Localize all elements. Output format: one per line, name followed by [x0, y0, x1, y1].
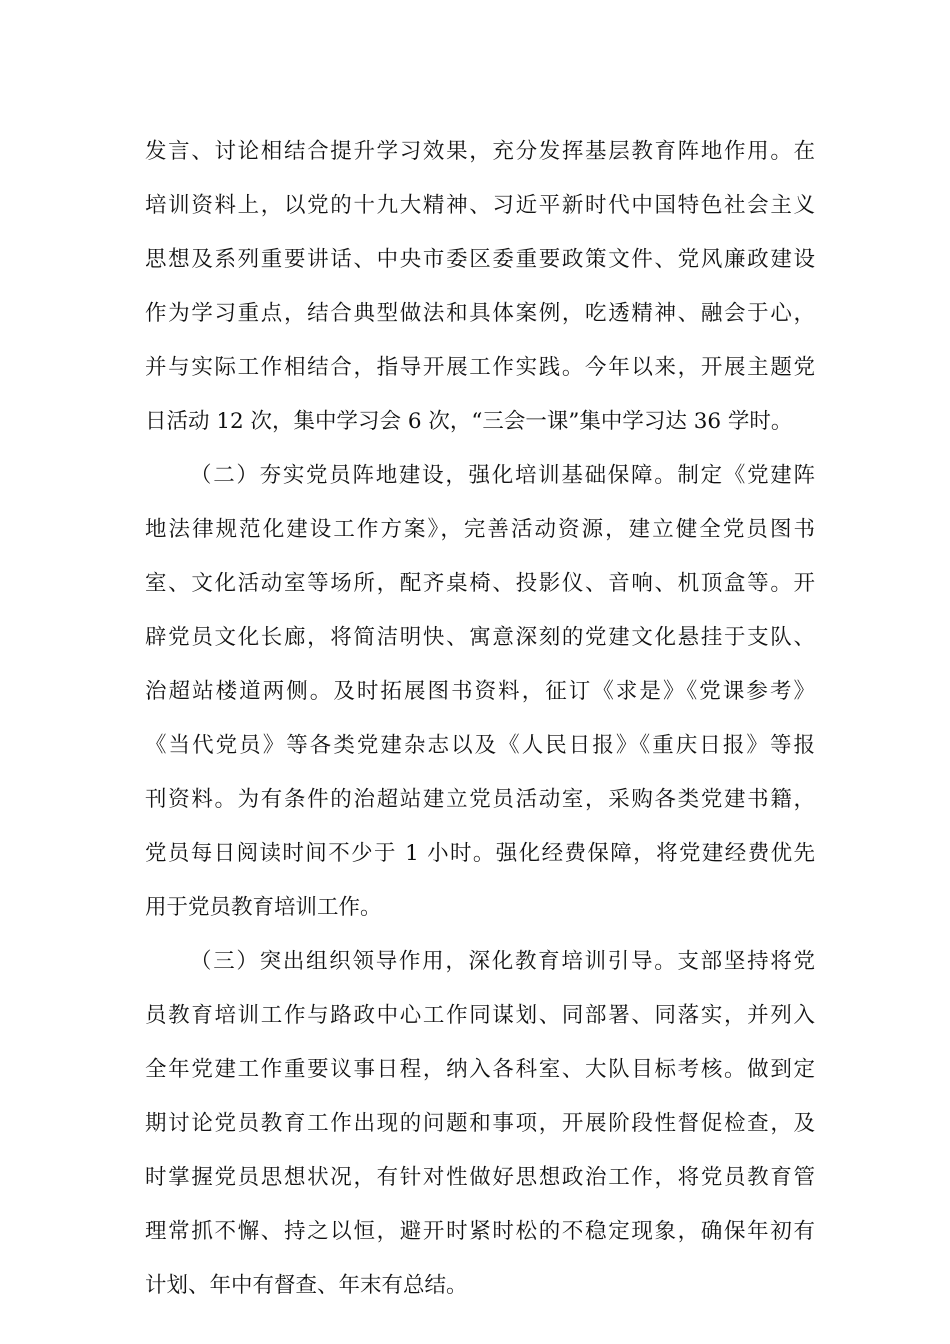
paragraph-3-line-5: 时掌握党员思想状况，有针对性做好思想政治工作，将党员教育管: [145, 1165, 815, 1190]
paragraph-1-line-1: 发言、讨论相结合提升学习效果，充分发挥基层教育阵地作用。在: [145, 139, 815, 164]
paragraph-2-line-9: 用于党员教育培训工作。: [145, 895, 382, 920]
paragraph-2-line-1: （二）夯实党员阵地建设，强化培训基础保障。制定《党建阵: [190, 463, 815, 488]
paragraph-2-line-2: 地法律规范化建设工作方案》，完善活动资源，建立健全党员图书: [145, 517, 815, 542]
paragraph-2-line-8: 党员每日阅读时间不少于 1 小时。强化经费保障，将党建经费优先: [145, 841, 815, 866]
paragraph-3-line-3: 全年党建工作重要议事日程，纳入各科室、大队目标考核。做到定: [145, 1057, 815, 1082]
paragraph-3-line-1: （三）突出组织领导作用，深化教育培训引导。支部坚持将党: [190, 949, 815, 974]
paragraph-3-line-4: 期讨论党员教育工作出现的问题和事项，开展阶段性督促检查，及: [145, 1111, 815, 1136]
paragraph-1-line-5: 并与实际工作相结合，指导开展工作实践。今年以来，开展主题党: [145, 355, 815, 380]
paragraph-1-line-6: 日活动 12 次，集中学习会 6 次，“三会一课”集中学习达 36 学时。: [145, 409, 793, 434]
paragraph-1-line-2: 培训资料上，以党的十九大精神、习近平新时代中国特色社会主义: [145, 193, 815, 218]
paragraph-3-line-7: 计划、年中有督查、年末有总结。: [145, 1273, 468, 1298]
paragraph-3-line-6: 理常抓不懈、持之以恒，避开时紧时松的不稳定现象，确保年初有: [145, 1219, 815, 1244]
paragraph-2-line-5: 治超站楼道两侧。及时拓展图书资料，征订《求是》《党课参考》: [145, 679, 815, 704]
paragraph-2-line-6: 《当代党员》等各类党建杂志以及《人民日报》《重庆日报》等报: [145, 733, 815, 758]
paragraph-2-line-7: 刊资料。为有条件的治超站建立党员活动室，采购各类党建书籍，: [145, 787, 815, 812]
paragraph-1-line-3: 思想及系列重要讲话、中央市委区委重要政策文件、党风廉政建设: [145, 247, 815, 272]
paragraph-2-line-3: 室、文化活动室等场所，配齐桌椅、投影仪、音响、机顶盒等。开: [145, 571, 815, 596]
paragraph-1-line-4: 作为学习重点，结合典型做法和具体案例，吃透精神、融会于心，: [145, 301, 815, 326]
paragraph-3-line-2: 员教育培训工作与路政中心工作同谋划、同部署、同落实，并列入: [145, 1003, 815, 1028]
paragraph-2-line-4: 辟党员文化长廊，将简洁明快、寓意深刻的党建文化悬挂于支队、: [145, 625, 815, 650]
